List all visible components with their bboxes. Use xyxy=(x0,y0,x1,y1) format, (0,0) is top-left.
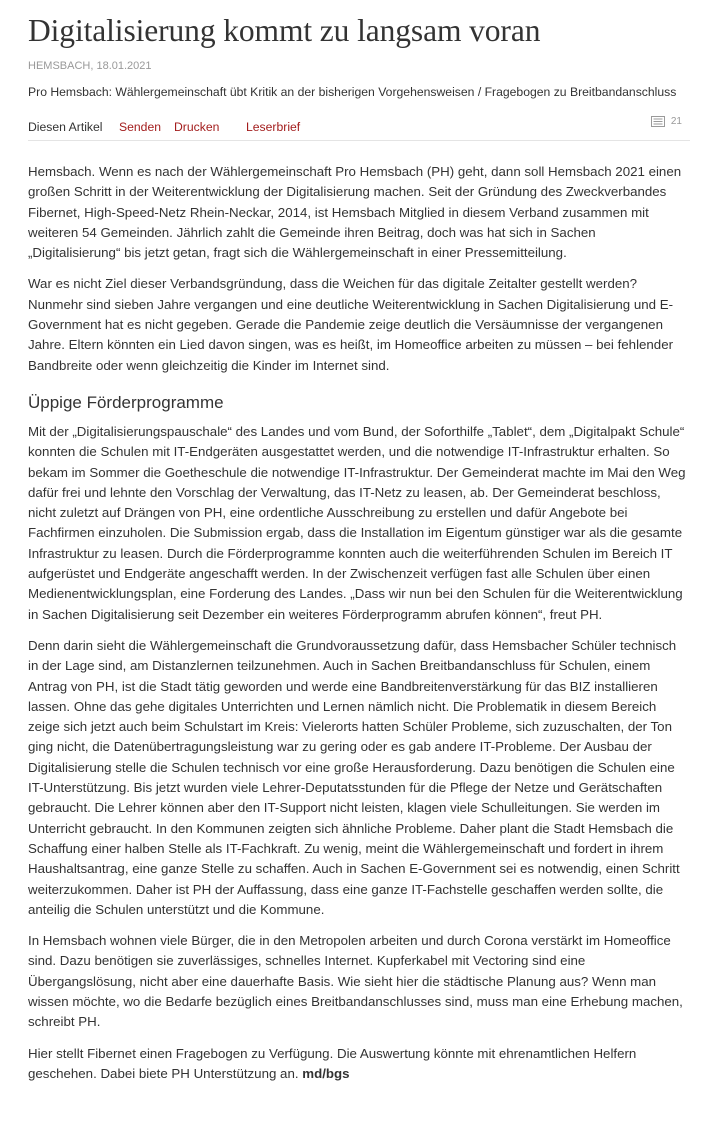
paragraph-2: War es nicht Ziel dieser Verbandsgründung, dass die Weichen für das digitale Zeitalter gestellt werden? Nunmehr sind sieben Jahre vergangen und eine deutliche Weiterentwicklung in Sachen Digitalisierung und E-Government hat es nicht gegeben. Gerade die Pandemie zeige deutlich die Versäumnisse der vergangenen Jahre. Eltern könnten ein Lied davon singen, was es heißt, im Homeoffice arbeiten zu müssen – bei fehlender Bandbreite oder wenn gleichzeitig die Kinder im Internet sind. xyxy=(28,276,674,373)
article-toolbar xyxy=(28,116,690,136)
print-link[interactable]: Drucken xyxy=(174,120,220,134)
letter-to-editor-link[interactable]: Leserbrief xyxy=(246,120,301,134)
paragraph-1: Hemsbach. Wenn es nach der Wählergemeinschaft Pro Hemsbach (PH) geht, dann soll Hemsbach 2021 einen großen Schritt in der Weiterentwicklung der Digitalisierung machen. Seit der Gründung des Zweckverbandes Fibernet, High-Speed-Netz Rhein-Neckar, 2014, ist Hemsbach Mitglied in diesem Verband zusammen mit weiteren 54 Gemeinden. Jährlich zahlt die Gemeinde ihren Beitrag, doch was hat sich in Sachen „Digitalisierung“ bis jetzt getan, fragt sich die Wählergemeinschaft in einer Pressemitteilung. xyxy=(28,164,682,261)
paragraph-4: Denn darin sieht die Wählergemeinschaft die Grundvoraussetzung dafür, dass Hemsbacher Schüler technisch in der Lage sind, am Distanzlernen teilzunehmen. Auch in Sachen Breitbandanschluss für Schulen, einem Antrag von PH, ist die Stadt tätig geworden und werde eine Bandbreitenverstärkung für das BIZ installieren lassen. Ohne das gehe digitales Unterrichten und Lernen nämlich nicht. Die Problematik in diesem Bereich zeige sich jetzt auch beim Schulstart im Kreis: Vielerorts hatten Schüler Probleme, sich zuzuschalten, der Ton ging nicht, die Datenübertragungsleistung war zu gering oder es gab andere IT-Probleme. Der Ausbau der Digitalisierung stelle die Schulen technisch vor eine große Herausforderung. Dazu benötigen die Schulen eine IT-Unterstützung. Bis jetzt wurden viele Lehrer-Deputatsstunden für die Pflege der Netze und Gerätschaften gebraucht. Die Lehrer können aber den IT-Support nicht leisten, klagen viele Schulleitungen. Sie werden im Unterricht gebraucht. In den Kommunen zeigten sich ähnliche Probleme. Daher plant die Stadt Hemsbach die Schaffung einer halben Stelle als IT-Fachkraft. Zu wenig, meint die Wählergemeinschaft und fordert in ihrem Haushaltsantrag, eine ganze Stelle zu schaffen. Auch in Sachen E-Government sei es notwendig, einen Schritt weiterzukommen. Daher ist PH der Auffassung, dass eine ganze IT-Fachstelle geschaffen werden sollte, die anteilig die Schulen unterstützt und die Kommune. xyxy=(28,637,680,917)
divider xyxy=(28,140,690,141)
article-subtitle: Pro Hemsbach: Wählergemeinschaft übt Kritik an der bisherigen Vorgehensweisen / Fragebogen zu Breitbandanschluss xyxy=(28,85,677,99)
paragraph-6 xyxy=(28,1044,690,1085)
article-title: Digitalisierung kommt zu langsam voran xyxy=(28,13,541,48)
toolbar-label: Diesen Artikel xyxy=(28,120,103,134)
paragraph-5: In Hemsbach wohnen viele Bürger, die in den Metropolen arbeiten und durch Corona verstärkt im Homeoffice sind. Dazu benötigen sie zuverlässiges, schnelles Internet. Kupferkabel mit Vectoring sind eine Übergangslösung, nicht aber eine dauerhafte Basis. Wie sieht hier die städtische Planung aus? Wenn man wissen möchte, wo die Bedarfe bezüglich eines Breitbandanschlusses sind, muss man eine Erhebung machen, schreibt PH. xyxy=(28,933,683,1030)
article-body xyxy=(28,162,690,1095)
section-heading: Üppige Förderprogramme xyxy=(28,392,224,412)
author-initials: md/bgs xyxy=(302,1065,350,1081)
comments-link[interactable] xyxy=(651,116,682,127)
comment-icon xyxy=(651,116,665,127)
comments-count: 21 xyxy=(670,116,682,128)
send-link[interactable]: Senden xyxy=(119,120,162,134)
paragraph-6-text: Hier stellt Fibernet einen Fragebogen zu Verfügung. Die Auswertung könnte mit ehrenamtlichen Helfern geschehen. Dabei biete PH Unterstützung an. xyxy=(28,1045,637,1081)
paragraph-3: Mit der „Digitalisierungspauschale“ des Landes und vom Bund, der Soforthilfe „Tablet“, dem „Digitalpakt Schule“ konnten die Schulen mit IT-Endgeräten ausgestattet werden, und die notwendige IT-Infrastruktur erhalten. So bekam im Sommer die Goetheschule die notwendige IT-Infrastruktur. Der Gemeinderat machte im Mai den Weg dafür frei und lehnte den Vorschlag der Verwaltung, das IT-Netz zu leasen, ab. Der Gemeinderat beschloss, nicht zuletzt auf Drängen von PH, eine ordentliche Ausschreibung zu erstellen und dafür Angebote bei Fachfirmen einzuholen. Die Submission ergab, dass die Installation im Eigentum günstiger war als die gesamte Infrastruktur zu leasen. Durch die Förderprogramme konnten auch die weiterführenden Schulen im Bereich IT aufgerüstet und Endgeräte angeschafft werden. In der Zwischenzeit verfügen fast alle Schulen über einen Medienentwicklungsplan, eine Forderung des Landes. „Dass wir nun bei den Schulen für die Weiterentwicklung in Sachen Digitalisierung seit Dezember ein weiteres Förderprogramm abrufen können“, freut PH. xyxy=(28,423,686,622)
dateline: HEMSBACH, 18.01.2021 xyxy=(28,60,152,72)
